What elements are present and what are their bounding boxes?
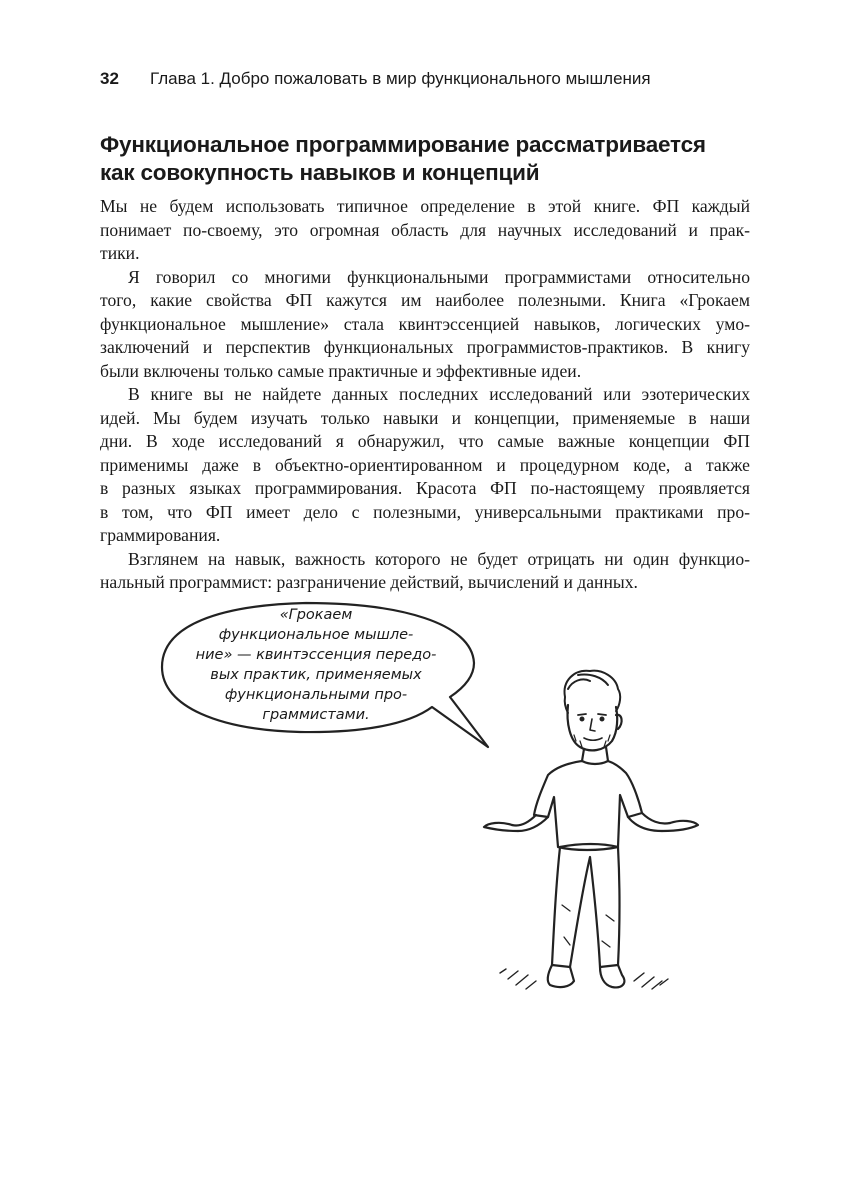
- shoe-icon: [600, 965, 624, 987]
- shoe-icon: [548, 965, 574, 987]
- speech-bubble-line: вых практик, применяемых: [210, 667, 422, 683]
- person-illustration: [484, 671, 698, 989]
- text-line: идей. Мы будем изучать только навыки и концепции, применяемые в наши: [100, 407, 750, 428]
- section-title: [100, 131, 760, 187]
- text-line: В книге вы не найдете данных последних исследований или эзотерических: [128, 384, 750, 404]
- paragraph-2: [100, 266, 750, 384]
- text-line: были включены только самые практичные и эффективные идеи.: [100, 360, 582, 381]
- speech-bubble-line: функциональными про-: [224, 687, 408, 703]
- shirt-icon: [534, 761, 642, 850]
- text-line: граммирования.: [100, 525, 221, 545]
- text-line: тики.: [100, 243, 140, 263]
- text-line: Я говорил со многими функциональными программистами относительно: [128, 266, 750, 287]
- body-text: [100, 195, 750, 595]
- head-icon: [568, 705, 618, 750]
- speech-bubble-text: [186, 605, 446, 725]
- speech-bubble-line: граммистами.: [262, 707, 370, 723]
- speech-bubble-line: ние» — квинтэссенция передо-: [195, 647, 437, 663]
- text-line: дни. В ходе исследований я обнаружил, что самые важные концепции ФП: [100, 431, 750, 451]
- text-line: в разных языках программирования. Красота ФП по-настоящему проявляется: [100, 478, 750, 498]
- text-line: заключений и перспектив функциональных программистов-практиков. В книгу: [100, 337, 750, 357]
- text-line: в том, что ФП имеет дело с полезными, универсальными практиками про-: [100, 501, 750, 522]
- text-line: Мы не будем использовать типичное определение в этой книге. ФП каждый: [100, 196, 750, 216]
- text-line: понимает по-своему, это огромная область для научных исследований и прак-: [100, 219, 750, 240]
- running-head: [100, 66, 760, 92]
- chapter-title: Глава 1. Добро пожаловать в мир функционального мышления: [150, 69, 651, 88]
- paragraph-1: [100, 195, 750, 266]
- text-line: Взглянем на навык, важность которого не будет отрицать ни один функцио-: [128, 548, 750, 569]
- paragraph-3: [100, 383, 750, 548]
- jeans-icon: [552, 847, 620, 967]
- page-number: 32: [100, 69, 119, 88]
- floor-shadow: [500, 969, 668, 989]
- section-title-line: Функциональное программирование рассматривается: [100, 132, 706, 157]
- section-title-line: как совокупность навыков и концепций: [100, 160, 540, 185]
- text-line: функциональное мышление» стала квинтэссенцией навыков, логических умо-: [100, 313, 750, 334]
- text-line: применимы даже в объектно-ориентированном и процедурном коде, а также: [100, 454, 750, 475]
- text-line: того, какие свойства ФП кажутся им наиболее полезными. Книга «Грокаем: [100, 290, 750, 310]
- speech-bubble-line: функциональное мышле-: [218, 627, 414, 643]
- hair-icon: [565, 671, 621, 713]
- text-line: нальный программист: разграничение действий, вычислений и данных.: [100, 572, 638, 592]
- speech-bubble-line: «Грокаем: [279, 607, 353, 623]
